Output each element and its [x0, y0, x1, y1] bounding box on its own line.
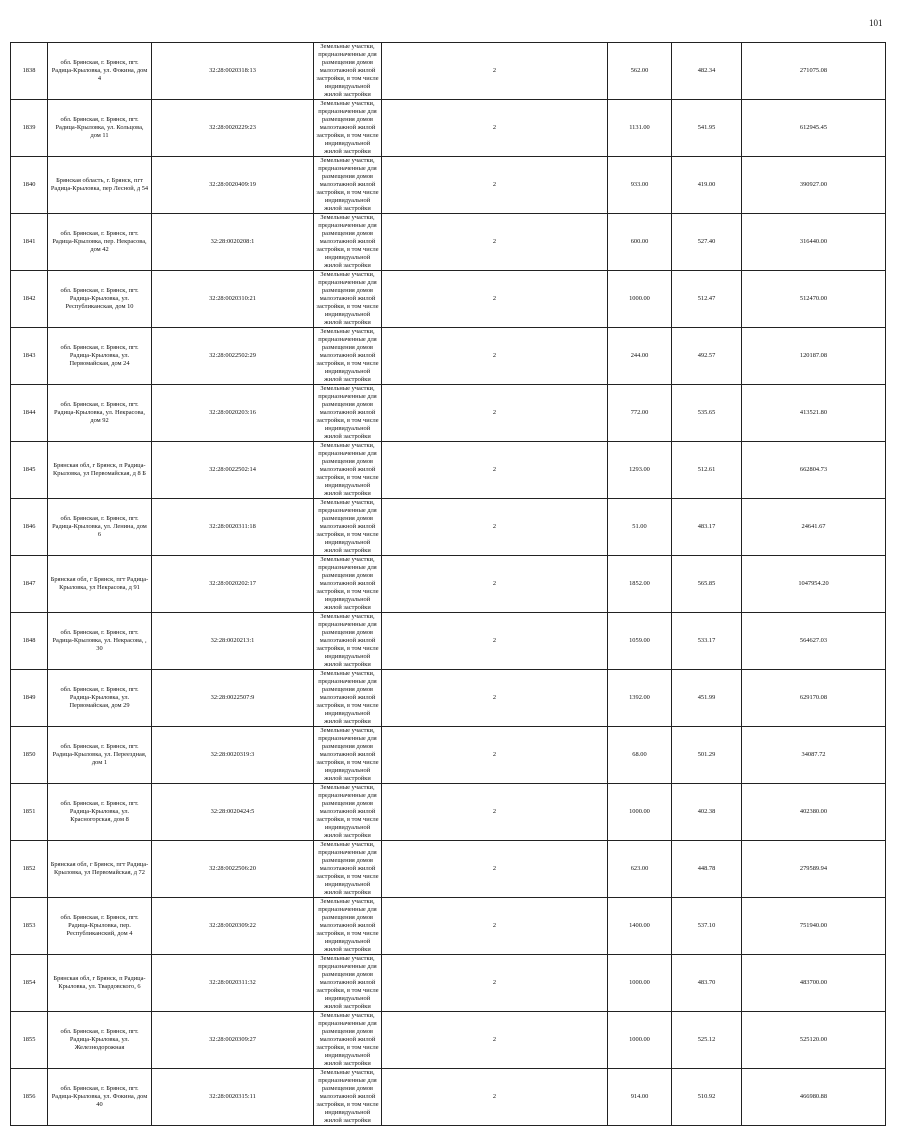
address-cell: Брянская обл, г Брянск, п Радица-Крыловка, ул. Твардовского, 6	[48, 955, 152, 1012]
area-cell: 51.00	[608, 499, 672, 556]
address-cell: обл. Брянская, г. Брянск, пгт. Радица-Крыловка, ул. Некрасова, дом 92	[48, 385, 152, 442]
specific-value-cell: 483.17	[672, 499, 742, 556]
address-cell: Брянская обл, г Брянск, пгт Радица-Крыловка, ул Первомайская, д 72	[48, 841, 152, 898]
address-cell: обл. Брянская, г. Брянск, пгт. Радица-Крыловка, ул. Некрасова, , 30	[48, 613, 152, 670]
address-cell: обл. Брянская, г. Брянск, пгт. Радица-Крыловка, пер. Республиканский, дом 4	[48, 898, 152, 955]
table-row	[11, 499, 886, 556]
area-cell: 1400.00	[608, 898, 672, 955]
address-cell: обл. Брянская, г. Брянск, пгт. Радица-Крыловка, ул. Красногорская, дом 8	[48, 784, 152, 841]
area-cell: 1131.00	[608, 100, 672, 157]
specific-value-cell: 512.47	[672, 271, 742, 328]
cadastral-number-cell: 32:28:0020202:17	[152, 556, 314, 613]
table-row	[11, 328, 886, 385]
address-cell: Брянская область, г. Брянск, пгт Радица-Крыловка, пер Лесной, д 54	[48, 157, 152, 214]
area-cell: 772.00	[608, 385, 672, 442]
cadastral-value-cell: 751940.00	[742, 898, 886, 955]
specific-value-cell: 510.92	[672, 1069, 742, 1126]
group-cell: 2	[382, 100, 608, 157]
table-row	[11, 157, 886, 214]
cadastral-number-cell: 32:28:0022506:20	[152, 841, 314, 898]
land-use-cell: Земельные участки, предназначенные для размещения домов малоэтажной жилой застройки, в том числе индивидуальной жилой застройки	[314, 955, 382, 1012]
specific-value-cell: 525.12	[672, 1012, 742, 1069]
address-cell: обл. Брянская, г. Брянск, пгт. Радица-Крыловка, ул. Республиканская, дом 10	[48, 271, 152, 328]
specific-value-cell: 482.34	[672, 43, 742, 100]
cadastral-value-cell: 316440.00	[742, 214, 886, 271]
address-cell: Брянская обл, г Брянск, п Радица-Крыловка, ул Первомайская, д 8 Б	[48, 442, 152, 499]
cadastral-value-cell: 120187.08	[742, 328, 886, 385]
land-use-cell: Земельные участки, предназначенные для размещения домов малоэтажной жилой застройки, в том числе индивидуальной жилой застройки	[314, 157, 382, 214]
area-cell: 1059.00	[608, 613, 672, 670]
cadastral-value-cell: 34087.72	[742, 727, 886, 784]
address-cell: обл. Брянская, г. Брянск, пгт. Радица-Крыловка, ул. Фокина, дом 40	[48, 1069, 152, 1126]
row-number: 1844	[11, 385, 48, 442]
cadastral-value-cell: 564627.03	[742, 613, 886, 670]
row-number: 1847	[11, 556, 48, 613]
land-use-cell: Земельные участки, предназначенные для размещения домов малоэтажной жилой застройки, в том числе индивидуальной жилой застройки	[314, 1069, 382, 1126]
row-number: 1848	[11, 613, 48, 670]
group-cell: 2	[382, 385, 608, 442]
cadastral-value-cell: 279589.94	[742, 841, 886, 898]
specific-value-cell: 451.99	[672, 670, 742, 727]
row-number: 1842	[11, 271, 48, 328]
cadastral-number-cell: 32:28:0020309:22	[152, 898, 314, 955]
row-number: 1840	[11, 157, 48, 214]
area-cell: 1293.00	[608, 442, 672, 499]
cadastral-number-cell: 32:28:0020213:1	[152, 613, 314, 670]
row-number: 1846	[11, 499, 48, 556]
specific-value-cell: 533.17	[672, 613, 742, 670]
area-cell: 914.00	[608, 1069, 672, 1126]
row-number: 1856	[11, 1069, 48, 1126]
group-cell: 2	[382, 556, 608, 613]
table-row	[11, 442, 886, 499]
area-cell: 244.00	[608, 328, 672, 385]
group-cell: 2	[382, 898, 608, 955]
group-cell: 2	[382, 328, 608, 385]
address-cell: обл. Брянская, г. Брянск, пгт. Радица-Крыловка, ул. Кольцова, дом 11	[48, 100, 152, 157]
table-row	[11, 556, 886, 613]
land-use-cell: Земельные участки, предназначенные для размещения домов малоэтажной жилой застройки, в том числе индивидуальной жилой застройки	[314, 727, 382, 784]
land-use-cell: Земельные участки, предназначенные для размещения домов малоэтажной жилой застройки, в том числе индивидуальной жилой застройки	[314, 214, 382, 271]
table-row	[11, 385, 886, 442]
group-cell: 2	[382, 499, 608, 556]
cadastral-value-cell: 1047954.20	[742, 556, 886, 613]
area-cell: 1392.00	[608, 670, 672, 727]
row-number: 1852	[11, 841, 48, 898]
row-number: 1845	[11, 442, 48, 499]
table-row	[11, 43, 886, 100]
area-cell: 1000.00	[608, 1012, 672, 1069]
land-use-cell: Земельные участки, предназначенные для размещения домов малоэтажной жилой застройки, в том числе индивидуальной жилой застройки	[314, 670, 382, 727]
cadastral-value-cell: 390927.00	[742, 157, 886, 214]
group-cell: 2	[382, 955, 608, 1012]
address-cell: Брянская обл, г Брянск, пгт Радица-Крыловка, ул Некрасова, д 91	[48, 556, 152, 613]
group-cell: 2	[382, 727, 608, 784]
area-cell: 1000.00	[608, 271, 672, 328]
cadastral-value-cell: 483700.00	[742, 955, 886, 1012]
cadastral-number-cell: 32:28:0020311:32	[152, 955, 314, 1012]
group-cell: 2	[382, 613, 608, 670]
table-row	[11, 784, 886, 841]
row-number: 1839	[11, 100, 48, 157]
cadastral-number-cell: 32:28:0022507:9	[152, 670, 314, 727]
land-use-cell: Земельные участки, предназначенные для размещения домов малоэтажной жилой застройки, в том числе индивидуальной жилой застройки	[314, 328, 382, 385]
row-number: 1850	[11, 727, 48, 784]
land-use-cell: Земельные участки, предназначенные для размещения домов малоэтажной жилой застройки, в том числе индивидуальной жилой застройки	[314, 841, 382, 898]
cadastral-value-cell: 629170.08	[742, 670, 886, 727]
specific-value-cell: 527.40	[672, 214, 742, 271]
specific-value-cell: 492.57	[672, 328, 742, 385]
group-cell: 2	[382, 157, 608, 214]
cadastral-value-cell: 402380.00	[742, 784, 886, 841]
group-cell: 2	[382, 214, 608, 271]
cadastral-number-cell: 32:28:0020208:1	[152, 214, 314, 271]
group-cell: 2	[382, 841, 608, 898]
area-cell: 562.00	[608, 43, 672, 100]
group-cell: 2	[382, 271, 608, 328]
area-cell: 1852.00	[608, 556, 672, 613]
cadastral-value-cell: 512470.00	[742, 271, 886, 328]
land-use-cell: Земельные участки, предназначенные для размещения домов малоэтажной жилой застройки, в том числе индивидуальной жилой застройки	[314, 271, 382, 328]
row-number: 1838	[11, 43, 48, 100]
cadastral-number-cell: 32:28:0022502:14	[152, 442, 314, 499]
row-number: 1843	[11, 328, 48, 385]
area-cell: 1000.00	[608, 955, 672, 1012]
cadastral-value-table	[10, 42, 886, 1126]
cadastral-value-cell: 662804.73	[742, 442, 886, 499]
address-cell: обл. Брянская, г. Брянск, пгт. Радица-Крыловка, ул. Ленина, дом 6	[48, 499, 152, 556]
cadastral-value-cell: 466980.88	[742, 1069, 886, 1126]
group-cell: 2	[382, 442, 608, 499]
table-row	[11, 955, 886, 1012]
table-row	[11, 670, 886, 727]
specific-value-cell: 402.38	[672, 784, 742, 841]
cadastral-value-cell: 271075.08	[742, 43, 886, 100]
table-row	[11, 841, 886, 898]
row-number: 1841	[11, 214, 48, 271]
table-row	[11, 271, 886, 328]
specific-value-cell: 448.78	[672, 841, 742, 898]
page-number: 101	[869, 18, 883, 28]
table-row	[11, 898, 886, 955]
land-use-cell: Земельные участки, предназначенные для размещения домов малоэтажной жилой застройки, в том числе индивидуальной жилой застройки	[314, 43, 382, 100]
cadastral-number-cell: 32:28:0020229:23	[152, 100, 314, 157]
specific-value-cell: 541.95	[672, 100, 742, 157]
cadastral-value-cell: 413521.80	[742, 385, 886, 442]
area-cell: 600.00	[608, 214, 672, 271]
land-use-cell: Земельные участки, предназначенные для размещения домов малоэтажной жилой застройки, в том числе индивидуальной жилой застройки	[314, 100, 382, 157]
address-cell: обл. Брянская, г. Брянск, пгт. Радица-Крыловка, ул. Переездная, дом 1	[48, 727, 152, 784]
row-number: 1849	[11, 670, 48, 727]
land-use-cell: Земельные участки, предназначенные для размещения домов малоэтажной жилой застройки, в том числе индивидуальной жилой застройки	[314, 385, 382, 442]
land-use-cell: Земельные участки, предназначенные для размещения домов малоэтажной жилой застройки, в том числе индивидуальной жилой застройки	[314, 556, 382, 613]
cadastral-number-cell: 32:28:0020203:16	[152, 385, 314, 442]
cadastral-number-cell: 32:28:0022502:29	[152, 328, 314, 385]
cadastral-number-cell: 32:28:0020424:5	[152, 784, 314, 841]
area-cell: 623.00	[608, 841, 672, 898]
specific-value-cell: 512.61	[672, 442, 742, 499]
cadastral-number-cell: 32:28:0020319:3	[152, 727, 314, 784]
table-row	[11, 1069, 886, 1126]
specific-value-cell: 501.29	[672, 727, 742, 784]
row-number: 1854	[11, 955, 48, 1012]
cadastral-number-cell: 32:28:0020318:13	[152, 43, 314, 100]
cadastral-number-cell: 32:28:0020315:11	[152, 1069, 314, 1126]
table-row	[11, 1012, 886, 1069]
address-cell: обл. Брянская, г. Брянск, пгт. Радица-Крыловка, ул. Первомайская, дом 29	[48, 670, 152, 727]
group-cell: 2	[382, 784, 608, 841]
specific-value-cell: 483.70	[672, 955, 742, 1012]
group-cell: 2	[382, 43, 608, 100]
table-row	[11, 214, 886, 271]
cadastral-number-cell: 32:28:0020409:19	[152, 157, 314, 214]
area-cell: 933.00	[608, 157, 672, 214]
group-cell: 2	[382, 1069, 608, 1126]
cadastral-value-cell: 525120.00	[742, 1012, 886, 1069]
table-row	[11, 727, 886, 784]
address-cell: обл. Брянская, г. Брянск, пгт. Радица-Крыловка, ул. Фокина, дом 4	[48, 43, 152, 100]
land-use-cell: Земельные участки, предназначенные для размещения домов малоэтажной жилой застройки, в том числе индивидуальной жилой застройки	[314, 613, 382, 670]
row-number: 1855	[11, 1012, 48, 1069]
group-cell: 2	[382, 1012, 608, 1069]
address-cell: обл. Брянская, г. Брянск, пгт. Радица-Крыловка, ул. Первомайская, дом 24	[48, 328, 152, 385]
specific-value-cell: 565.85	[672, 556, 742, 613]
group-cell: 2	[382, 670, 608, 727]
row-number: 1851	[11, 784, 48, 841]
land-use-cell: Земельные участки, предназначенные для размещения домов малоэтажной жилой застройки, в том числе индивидуальной жилой застройки	[314, 898, 382, 955]
area-cell: 1000.00	[608, 784, 672, 841]
table-row	[11, 100, 886, 157]
cadastral-value-cell: 24641.67	[742, 499, 886, 556]
address-cell: обл. Брянская, г. Брянск, пгт. Радица-Крыловка, пер. Некрасова, дом 42	[48, 214, 152, 271]
row-number: 1853	[11, 898, 48, 955]
land-use-cell: Земельные участки, предназначенные для размещения домов малоэтажной жилой застройки, в том числе индивидуальной жилой застройки	[314, 442, 382, 499]
table-row	[11, 613, 886, 670]
land-use-cell: Земельные участки, предназначенные для размещения домов малоэтажной жилой застройки, в том числе индивидуальной жилой застройки	[314, 499, 382, 556]
specific-value-cell: 419.00	[672, 157, 742, 214]
cadastral-number-cell: 32:28:0020310:21	[152, 271, 314, 328]
area-cell: 68.00	[608, 727, 672, 784]
specific-value-cell: 537.10	[672, 898, 742, 955]
cadastral-number-cell: 32:28:0020309:27	[152, 1012, 314, 1069]
cadastral-value-cell: 612945.45	[742, 100, 886, 157]
address-cell: обл. Брянская, г. Брянск, пгт. Радица-Крыловка, ул. Железнодорожная	[48, 1012, 152, 1069]
cadastral-number-cell: 32:28:0020311:18	[152, 499, 314, 556]
land-use-cell: Земельные участки, предназначенные для размещения домов малоэтажной жилой застройки, в том числе индивидуальной жилой застройки	[314, 1012, 382, 1069]
table-body	[11, 43, 886, 1126]
specific-value-cell: 535.65	[672, 385, 742, 442]
land-use-cell: Земельные участки, предназначенные для размещения домов малоэтажной жилой застройки, в том числе индивидуальной жилой застройки	[314, 784, 382, 841]
